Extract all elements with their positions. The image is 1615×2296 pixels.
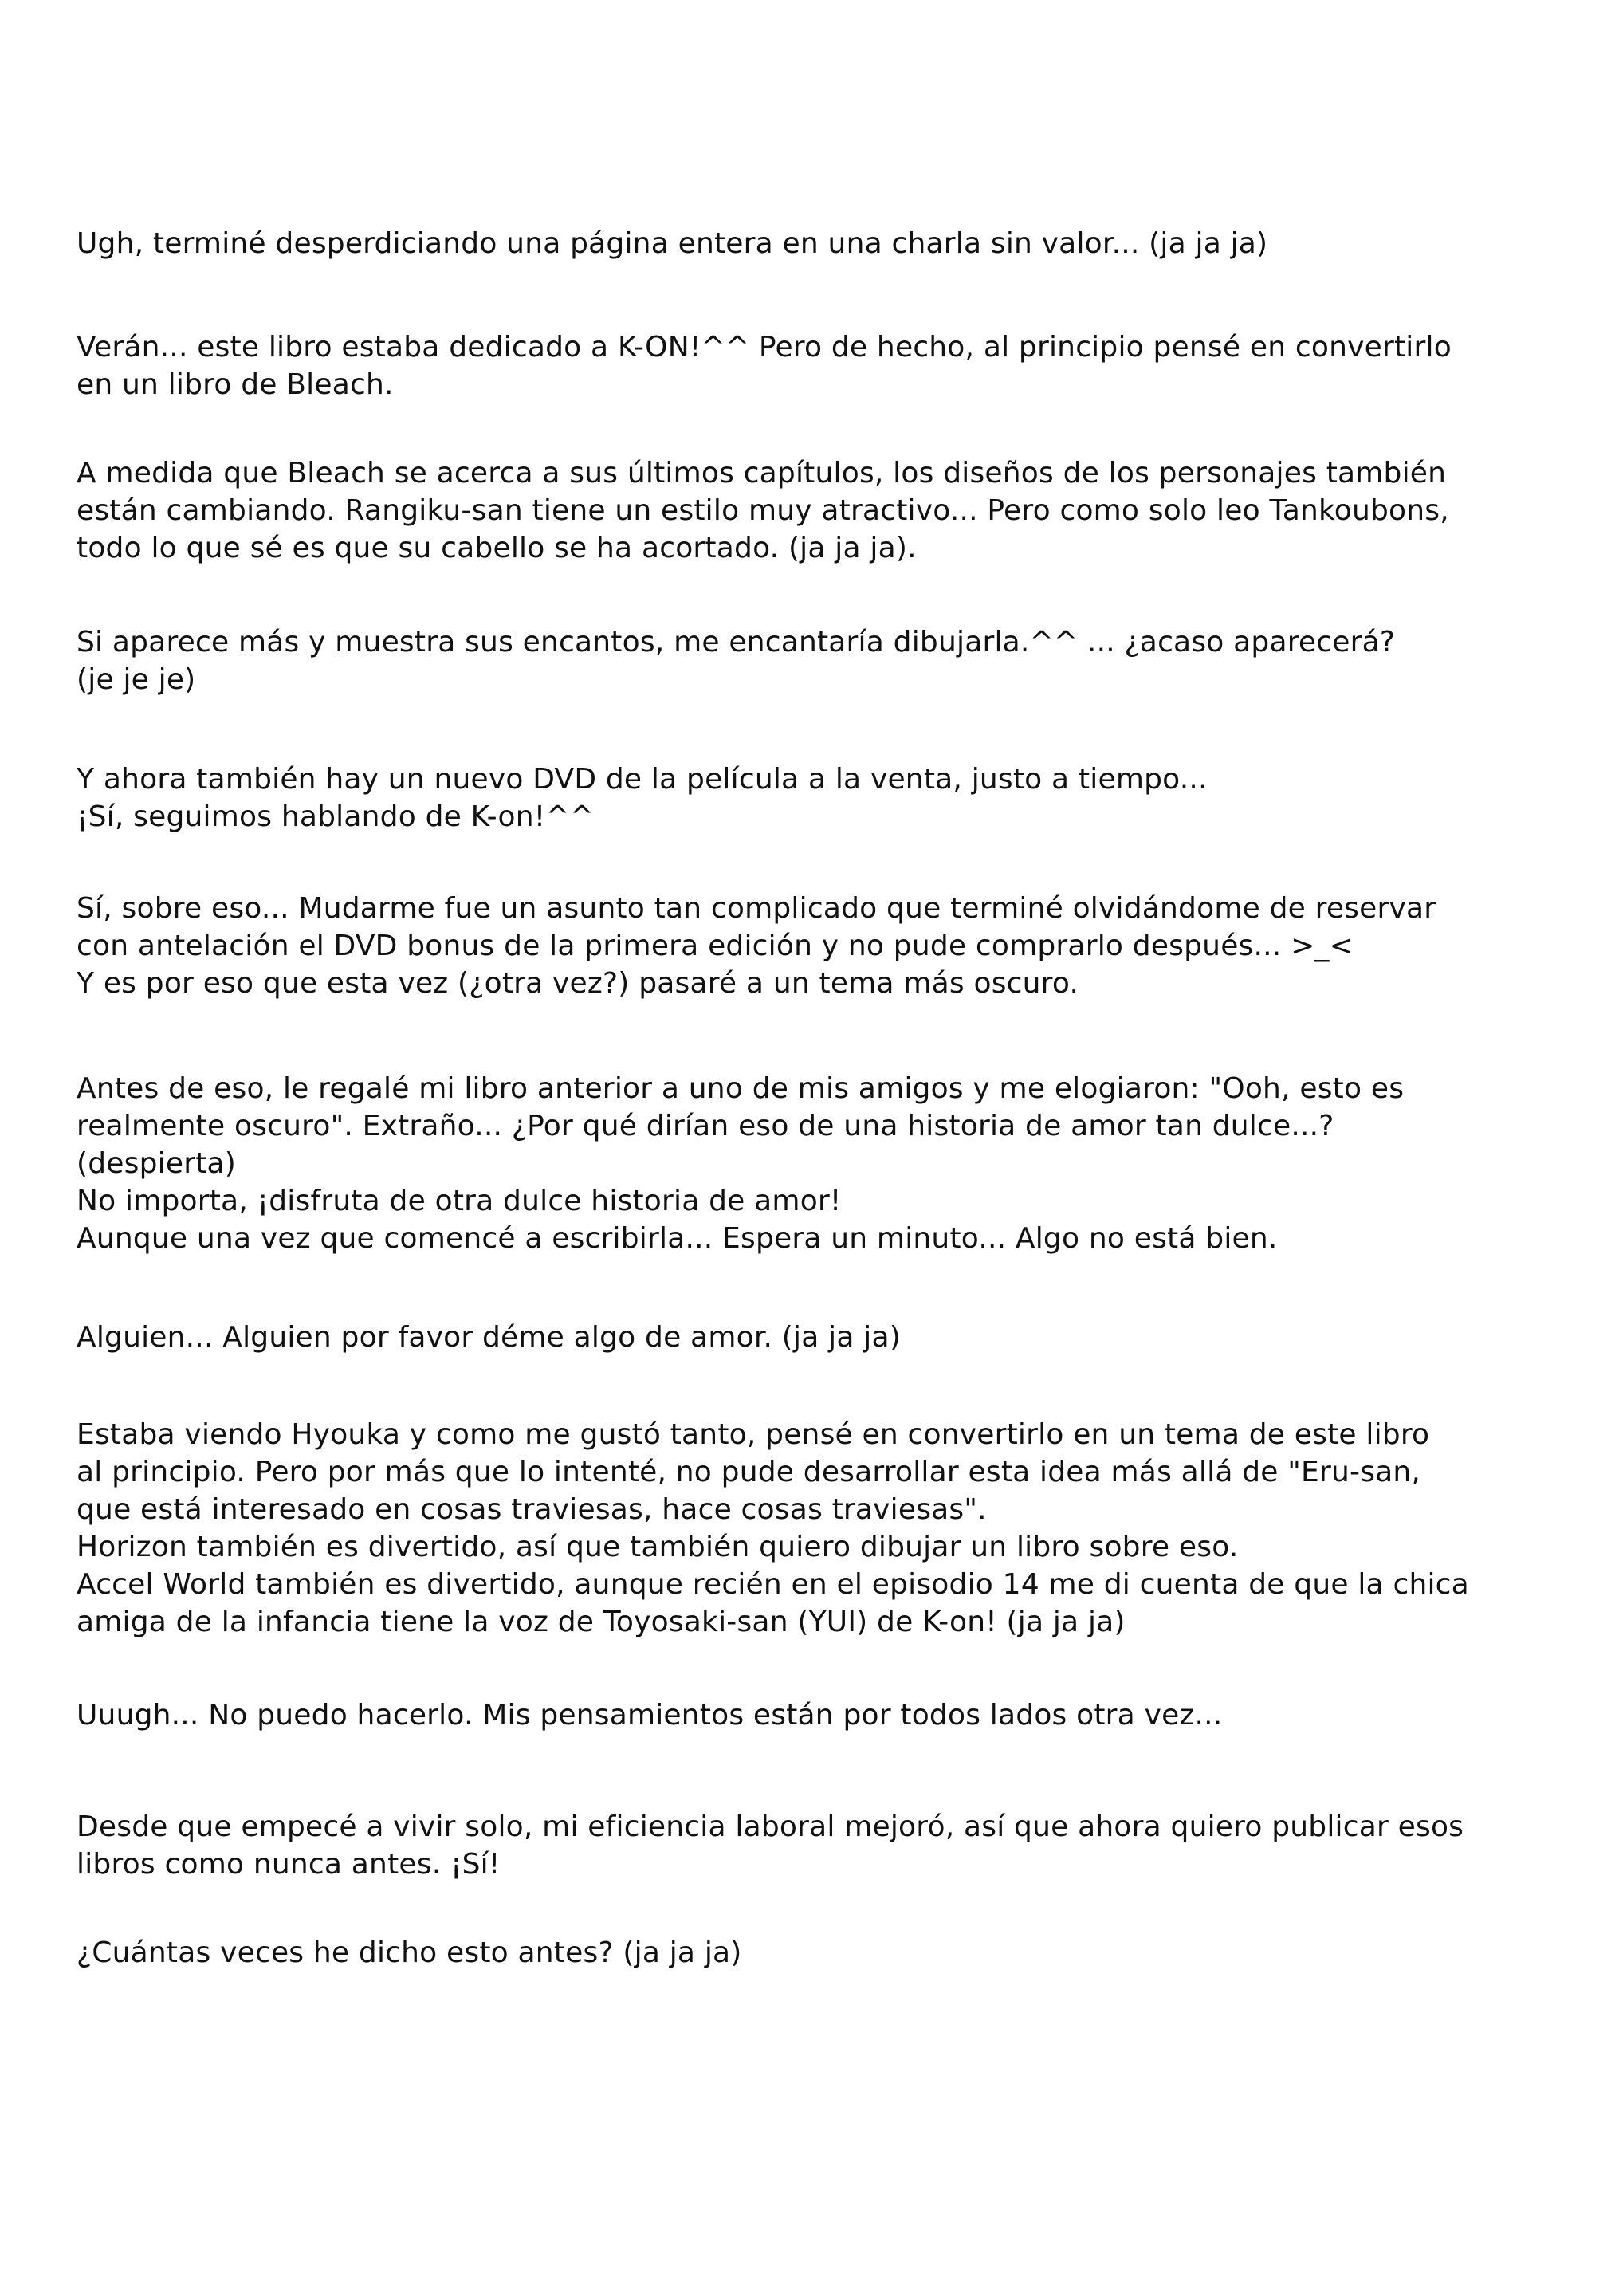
text-line: Uuugh... No puedo hacerlo. Mis pensamientos están por todos lados otra vez...: [77, 1699, 1223, 1732]
paragraph-4: [77, 623, 1543, 698]
text-line: todo lo que sé es que su cabello se ha acortado. (ja ja ja).: [77, 532, 917, 564]
paragraph-5: [77, 761, 1543, 835]
text-line: Antes de eso, le regalé mi libro anterior a uno de mis amigos y me elogiaron: "Ooh, esto es: [77, 1072, 1405, 1105]
text-line: Si aparece más y muestra sus encantos, me encantaría dibujarla.^^ ... ¿acaso aparecerá?: [77, 626, 1396, 659]
text-line: Desde que empecé a vivir solo, mi eficiencia laboral mejoró, así que ahora quiero publicar esos: [77, 1810, 1464, 1843]
text-line: libros como nunca antes. ¡Sí!: [77, 1848, 501, 1881]
text-line: Ugh, terminé desperdiciando una página entera en una charla sin valor... (ja ja ja): [77, 227, 1268, 260]
paragraph-12: [77, 1934, 1543, 1972]
text-line: están cambiando. Rangiku-san tiene un estilo muy atractivo... Pero como solo leo Tankoubons,: [77, 494, 1449, 527]
text-line: ¿Cuántas veces he dicho esto antes? (ja ja ja): [77, 1936, 742, 1969]
text-line: Y es por eso que esta vez (¿otra vez?) pasaré a un tema más oscuro.: [77, 967, 1079, 1000]
text-line: realmente oscuro". Extraño... ¿Por qué dirían eso de una historia de amor tan dulce...?: [77, 1110, 1334, 1142]
text-line: (despierta): [77, 1147, 237, 1180]
text-line: No importa, ¡disfruta de otra dulce historia de amor!: [77, 1185, 842, 1217]
text-line: Alguien... Alguien por favor déme algo de amor. (ja ja ja): [77, 1321, 901, 1354]
text-line: ¡Sí, seguimos hablando de K-on!^^: [77, 800, 595, 833]
text-line: (je je je): [77, 663, 196, 696]
paragraph-7: [77, 1070, 1543, 1257]
text-line: Horizon también es divertido, así que también quiero dibujar un libro sobre eso.: [77, 1531, 1239, 1563]
text-line: A medida que Bleach se acerca a sus últimos capítulos, los diseños de los personajes también: [77, 457, 1447, 489]
paragraph-10: [77, 1696, 1543, 1734]
text-line: Aunque una vez que comencé a escribirla... Espera un minuto... Algo no está bien.: [77, 1222, 1278, 1255]
paragraph-8: [77, 1319, 1543, 1356]
paragraph-9: [77, 1416, 1543, 1641]
text-line: al principio. Pero por más que lo intenté, no pude desarrollar esta idea más allá de "Eru-san,: [77, 1456, 1421, 1488]
text-line: con antelación el DVD bonus de la primera edición y no pude comprarlo después... >_<: [77, 930, 1354, 962]
paragraph-6: [77, 890, 1543, 1002]
text-line: Accel World también es divertido, aunque recién en el episodio 14 me di cuenta de que la chica: [77, 1568, 1469, 1601]
text-line: Estaba viendo Hyouka y como me gustó tanto, pensé en convertirlo en un tema de este libro: [77, 1418, 1430, 1451]
paragraph-1: [77, 225, 1543, 262]
text-line: Y ahora también hay un nuevo DVD de la película a la venta, justo a tiempo...: [77, 763, 1208, 796]
paragraph-11: [77, 1808, 1543, 1883]
text-line: amiga de la infancia tiene la voz de Toyosaki-san (YUI) de K-on! (ja ja ja): [77, 1606, 1126, 1638]
text-line: Verán... este libro estaba dedicado a K-ON!^^ Pero de hecho, al principio pensé en convertirlo: [77, 331, 1452, 364]
paragraph-2: [77, 328, 1543, 403]
text-line: en un libro de Bleach.: [77, 368, 394, 401]
text-line: que está interesado en cosas traviesas, hace cosas traviesas".: [77, 1493, 987, 1526]
text-line: Sí, sobre eso... Mudarme fue un asunto tan complicado que terminé olvidándome de reservar: [77, 892, 1436, 925]
paragraph-3: [77, 454, 1543, 567]
